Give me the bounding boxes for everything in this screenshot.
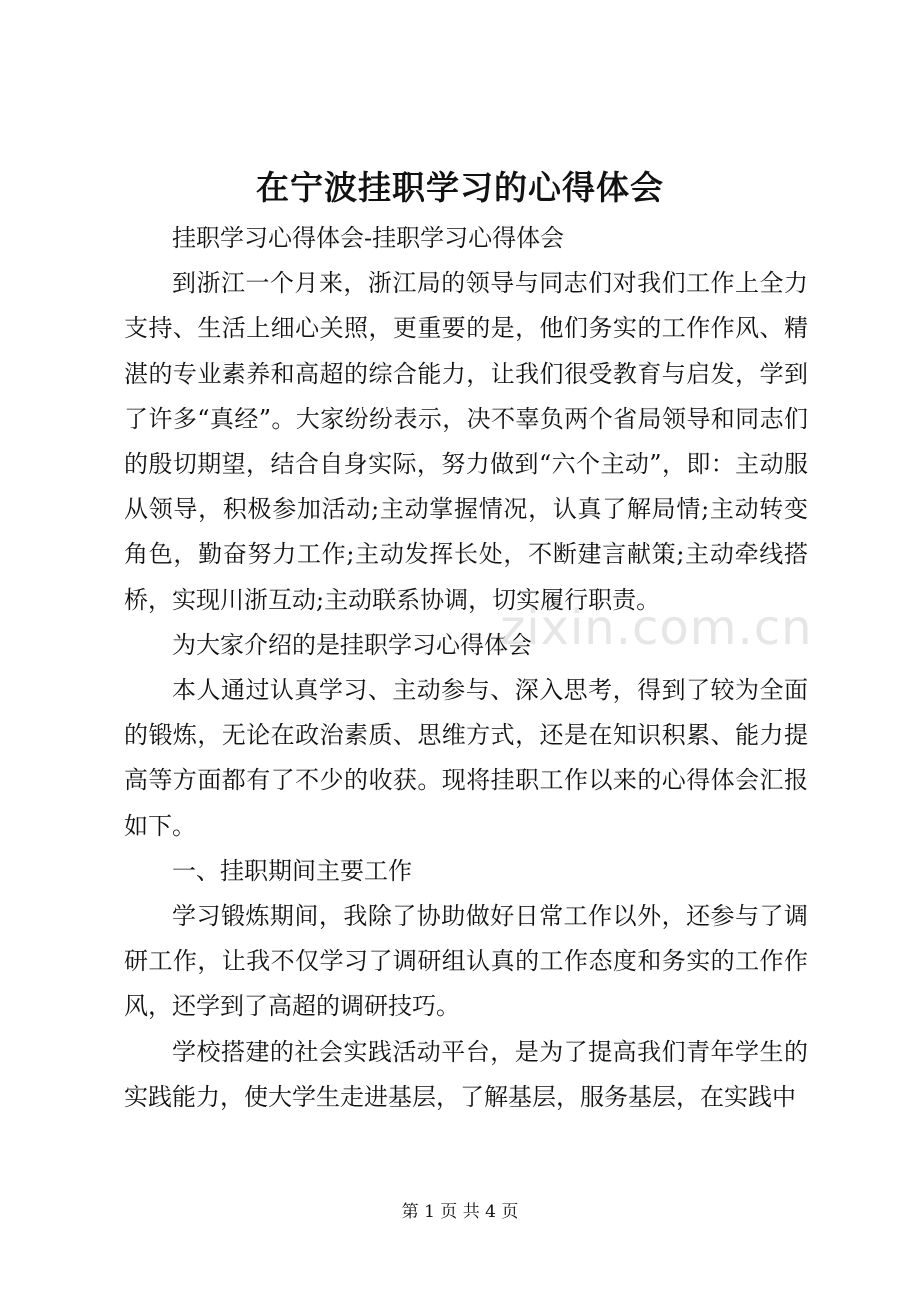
document-body xyxy=(124,216,808,1120)
paragraph: 学校搭建的社会实践活动平台，是为了提高我们青年学生的实践能力，使大学生走进基层，了解基层，服务基层，在实践中 xyxy=(124,1037,808,1111)
paragraph: 本人通过认真学习、主动参与、深入思考，得到了较为全面的锻炼，无论在政治素质、思维方式，还是在知识积累、能力提高等方面都有了不少的收获。现将挂职工作以来的心得体会汇报如下。 xyxy=(124,676,808,840)
paragraph: 到浙江一个月来，浙江局的领导与同志们对我们工作上全力支持、生活上细心关照，更重要的是，他们务实的工作作风、精湛的专业素养和高超的综合能力，让我们很受教育与启发，学到了许多“真经”。大家纷纷表示，决不辜负两个省局领导和同志们的殷切期望，结合自身实际，努力做到“六个主动”，即：主动服从领导，积极参加活动;主动掌握情况，认真了解局情;主动转变角色，勤奋努力工作;主动发挥长处，不断建言献策;主动牵线搭桥，实现川浙互动;主动联系协调，切实履行职责。 xyxy=(124,269,808,614)
section-heading: 一、挂职期间主要工作 xyxy=(172,856,412,885)
document-title: 在宁波挂职学习的心得体会 xyxy=(256,168,664,207)
paragraph: 为大家介绍的是挂职学习心得体会 xyxy=(172,630,532,659)
paragraph: 学习锻炼期间，我除了协助做好日常工作以外，还参与了调研工作，让我不仅学习了调研组认真的工作态度和务实的工作作风，还学到了高超的调研技巧。 xyxy=(124,902,808,1021)
paragraph-subtitle: 挂职学习心得体会-挂职学习心得体会 xyxy=(172,224,565,252)
page-footer: 第 1 页 共 4 页 xyxy=(401,1202,519,1222)
watermark: zixin.com.cn xyxy=(500,600,813,656)
